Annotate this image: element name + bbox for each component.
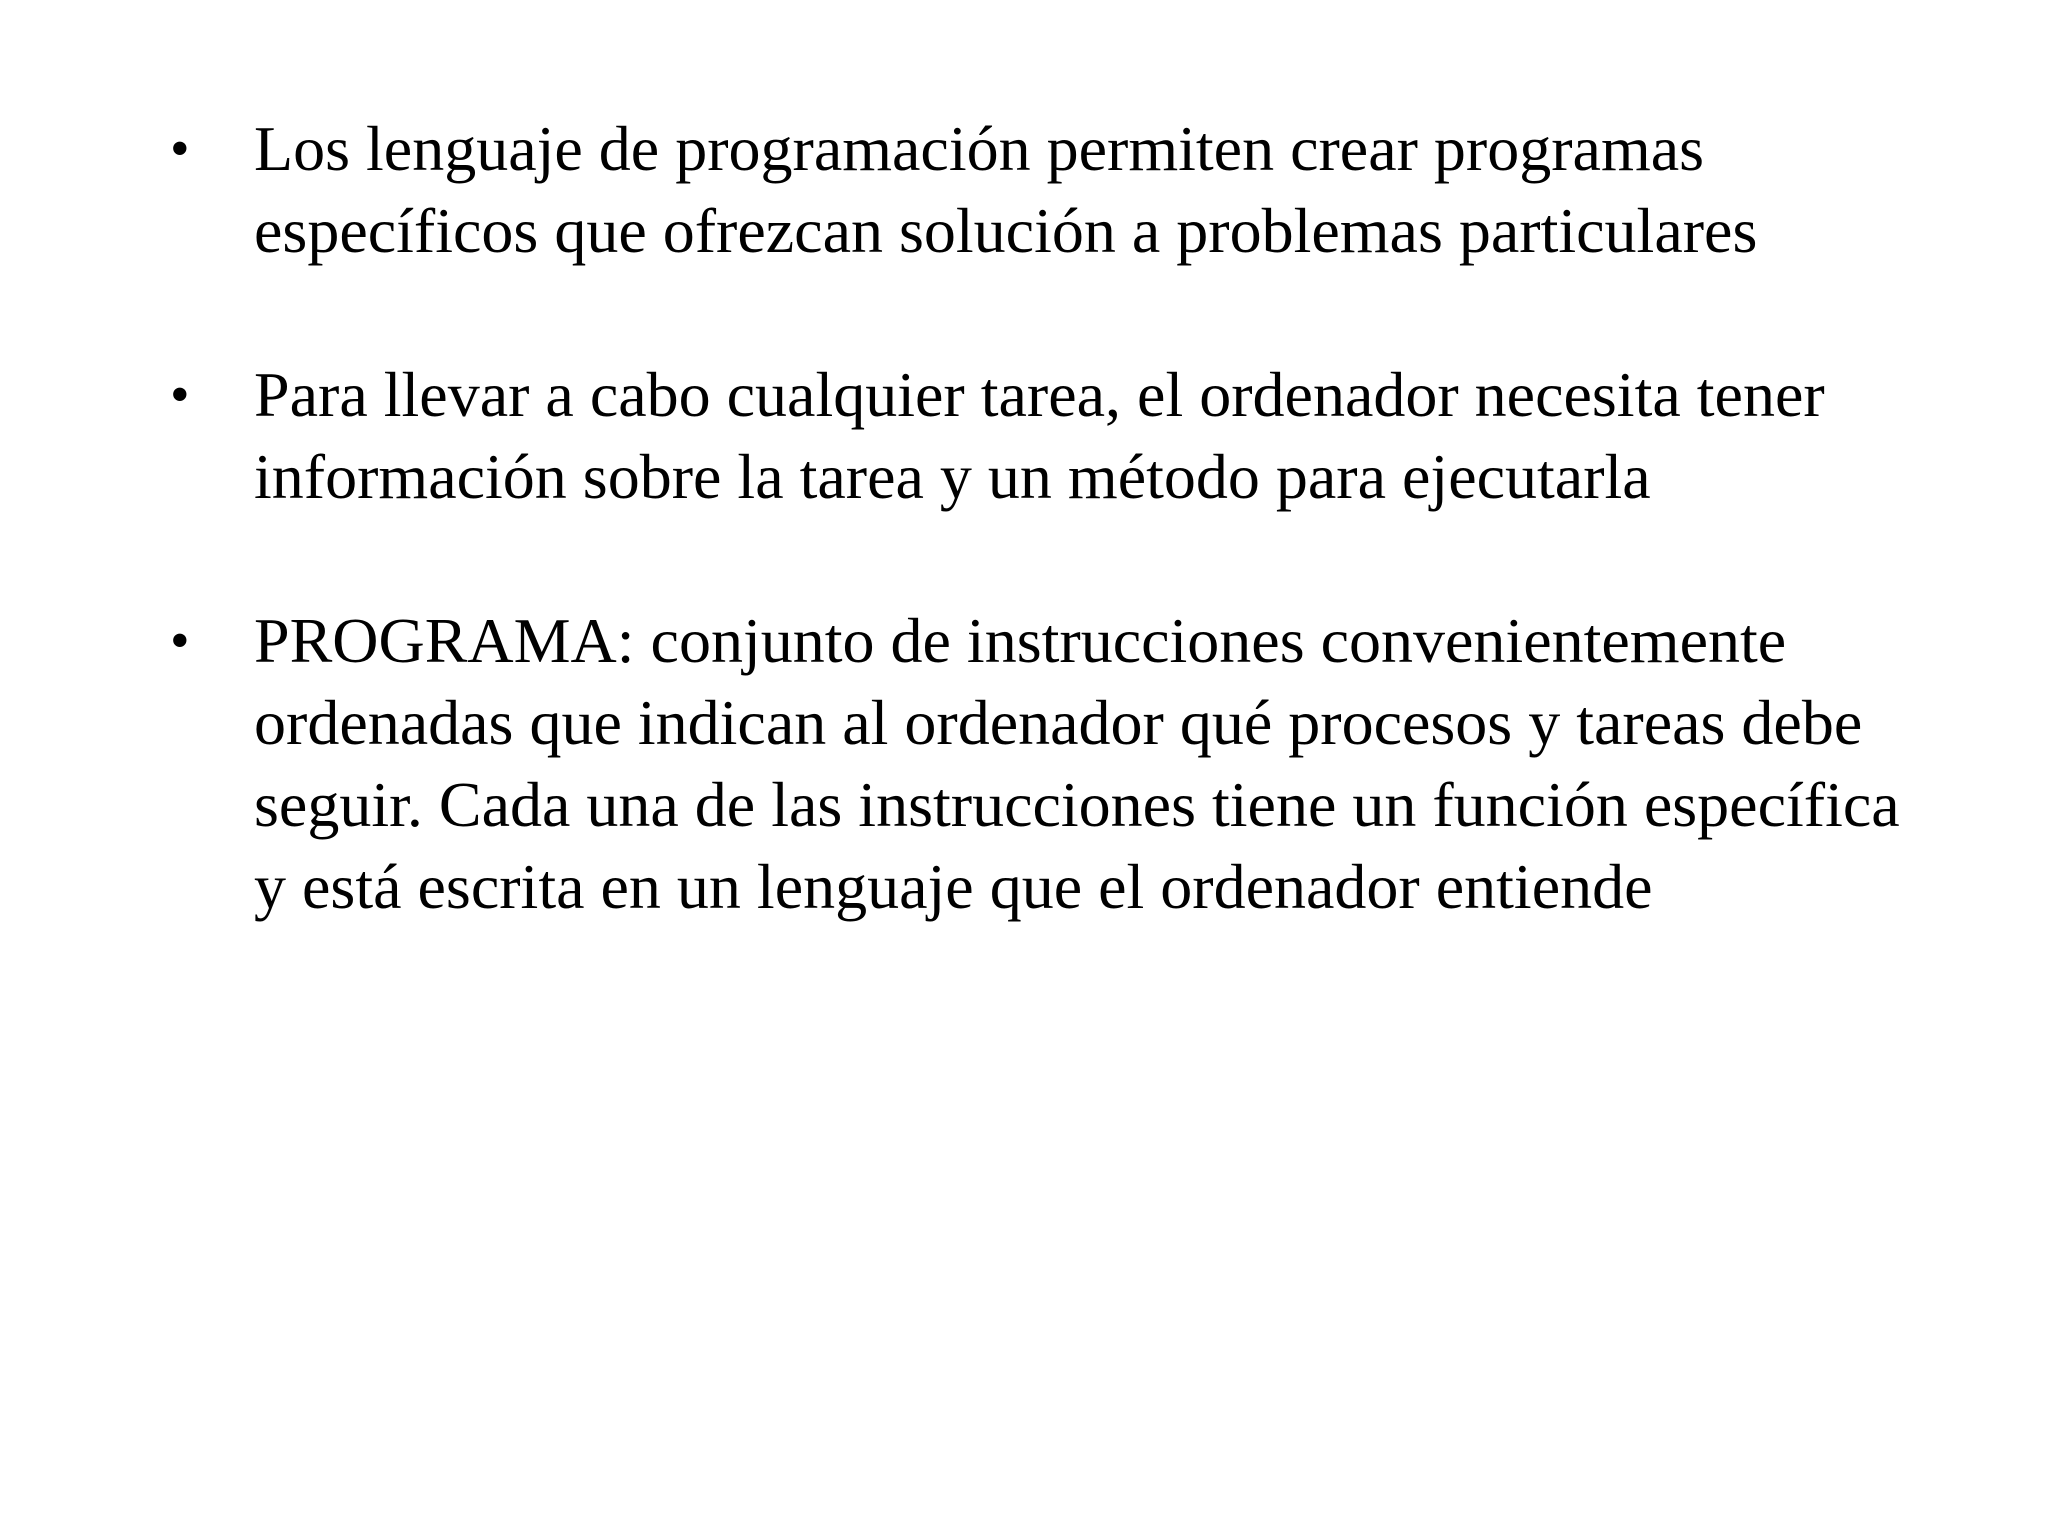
bullet-list bbox=[170, 108, 1948, 928]
bullet-item-2 bbox=[170, 354, 1948, 518]
bullet-marker-icon: • bbox=[170, 610, 190, 672]
bullet-text: Para llevar a cabo cualquier tarea, el ordenador necesita tener información sobre la tarea y un método para ejecutarla bbox=[254, 359, 1825, 512]
bullet-marker-icon: • bbox=[170, 364, 190, 426]
bullet-text: PROGRAMA: conjunto de instrucciones convenientemente ordenadas que indican al ordenador qué procesos y tareas debe seguir. Cada una de las instrucciones tiene un función específica y está escrita en un lenguaje que el ordenador entiende bbox=[254, 605, 1900, 922]
bullet-item-3 bbox=[170, 600, 1948, 928]
bullet-marker-icon: • bbox=[170, 118, 190, 180]
bullet-item-1 bbox=[170, 108, 1948, 272]
bullet-text: Los lenguaje de programación permiten crear programas específicos que ofrezcan solución a problemas particulares bbox=[254, 113, 1758, 266]
